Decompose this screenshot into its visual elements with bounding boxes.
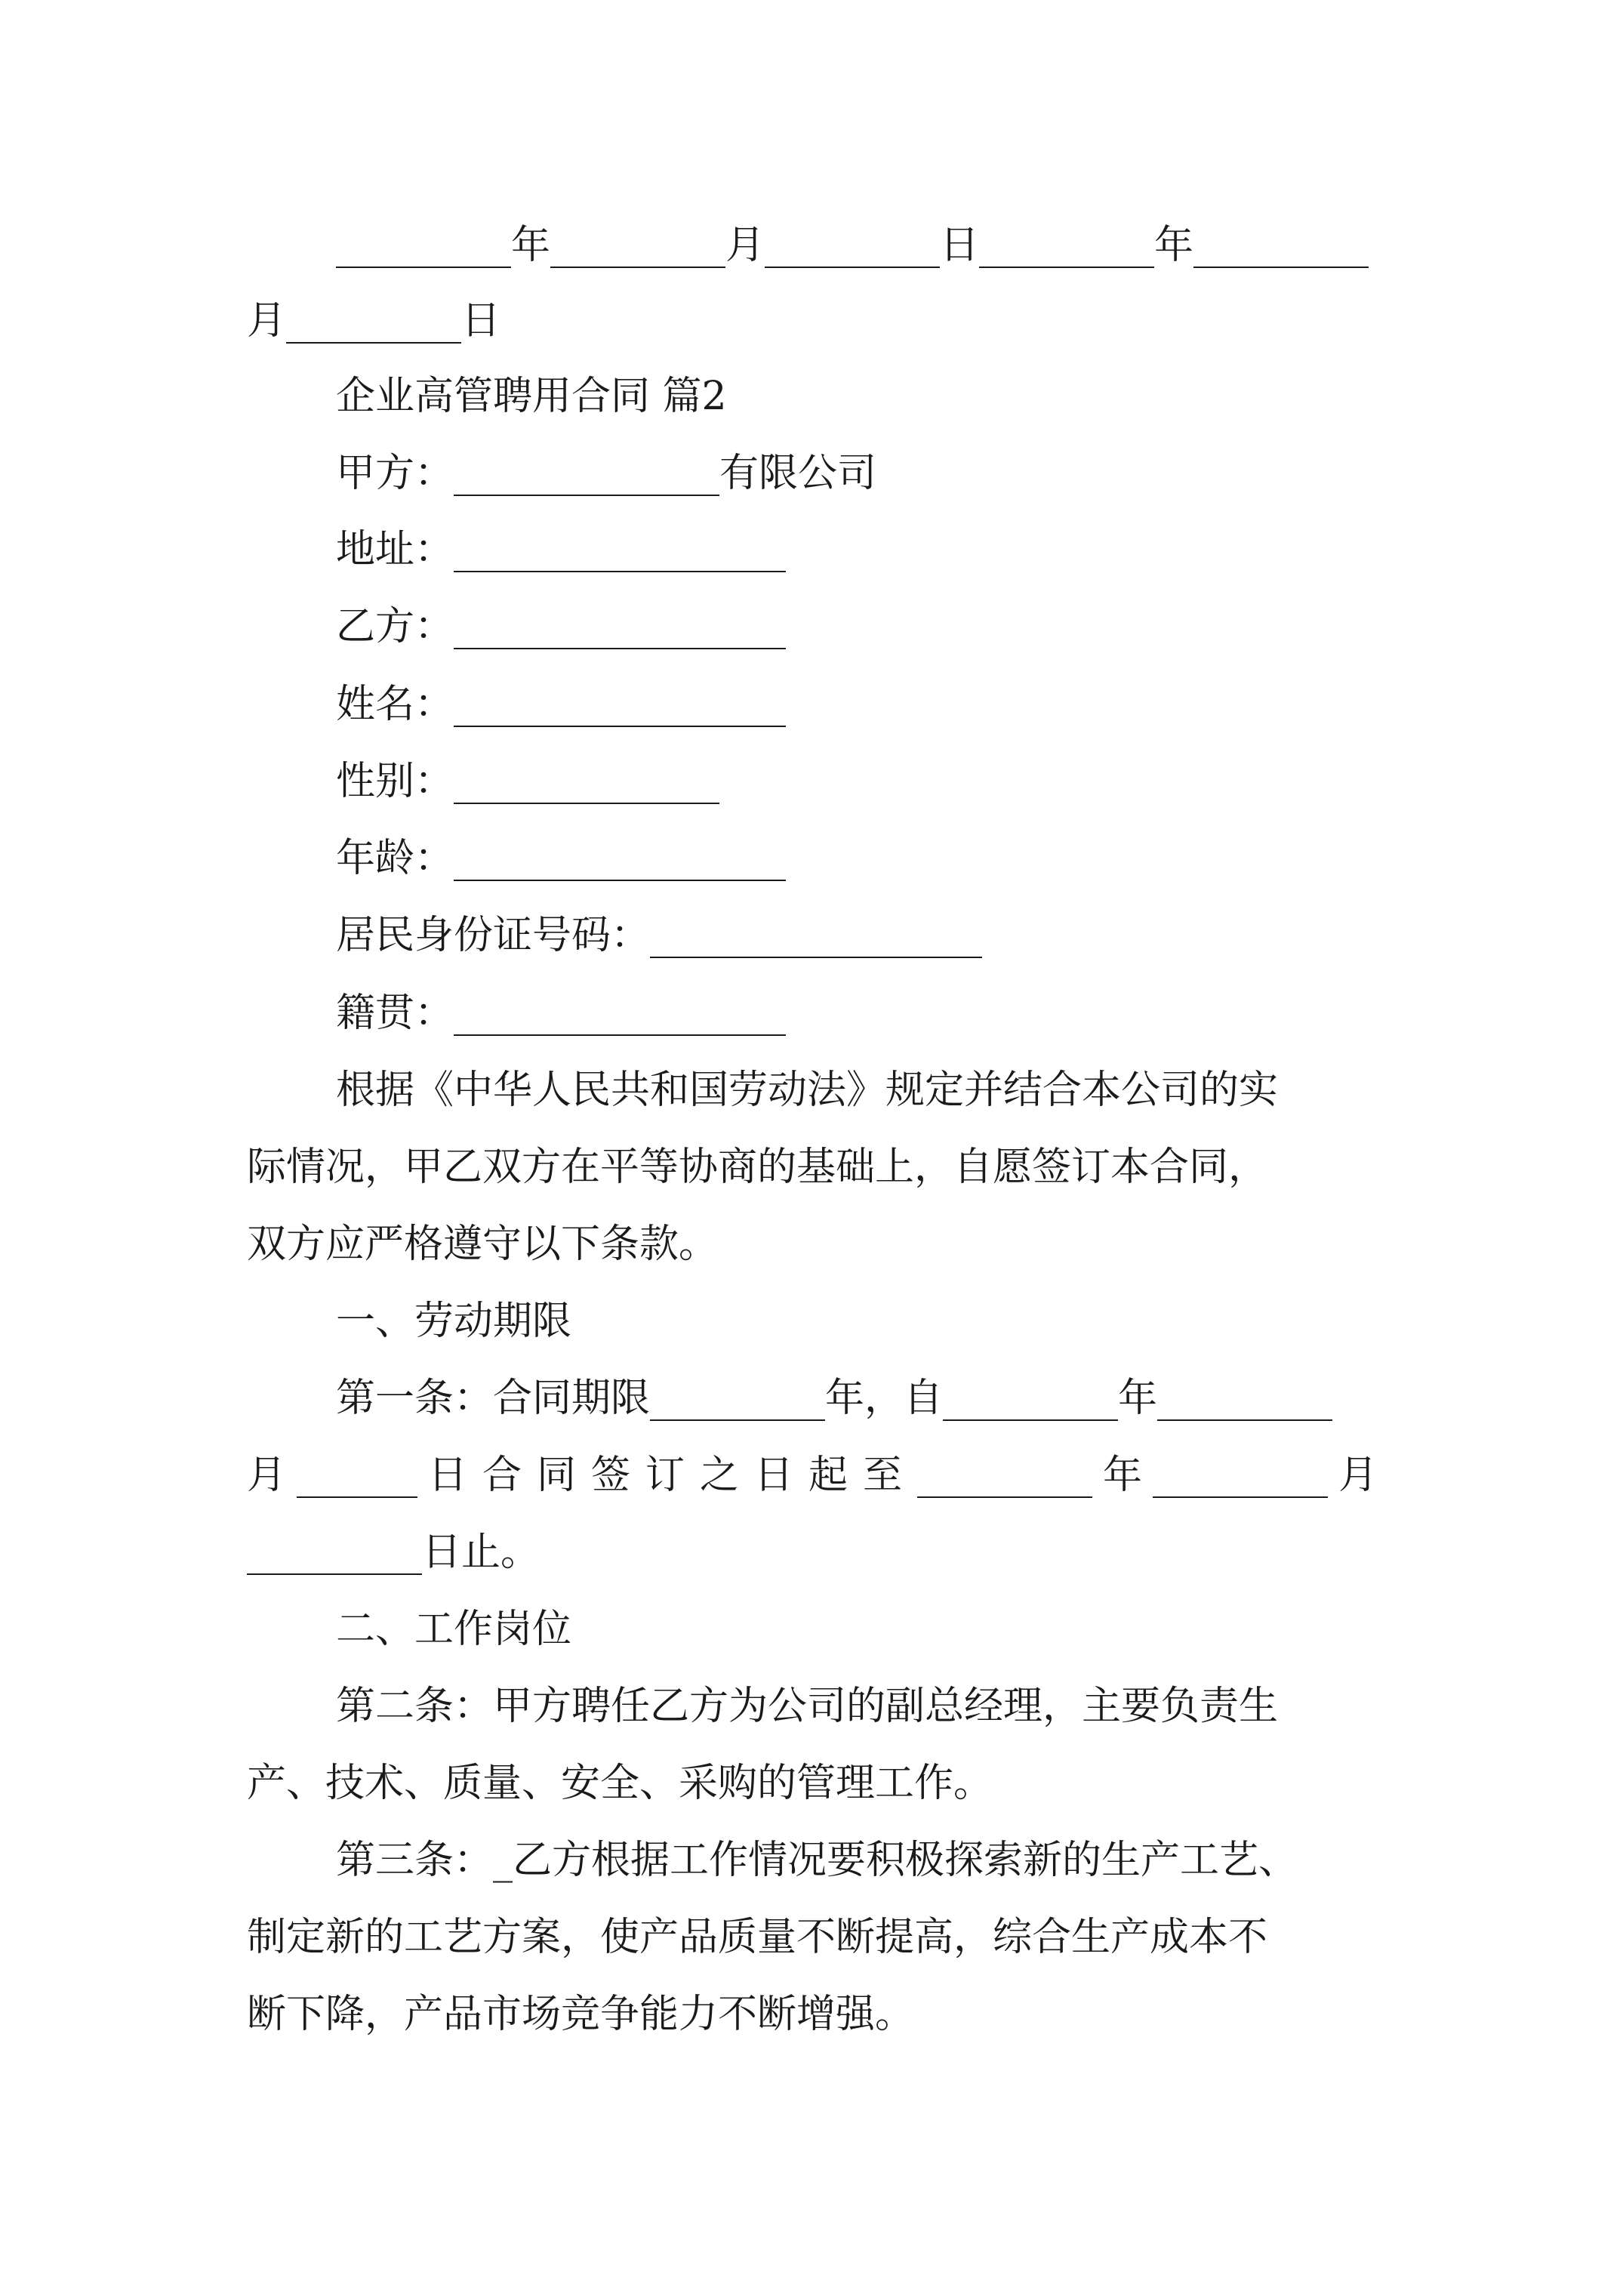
article-1-line-1: 第一条：合同期限 年，自 年 [247, 1368, 1483, 1428]
name-line: 姓名： [247, 674, 1483, 735]
blank [454, 836, 786, 881]
article-2-line-2: 产、技术、质量、安全、采购的管理工作。 [247, 1761, 993, 1806]
blank [454, 682, 786, 727]
blank [297, 1453, 417, 1498]
blank [454, 759, 719, 804]
blank [286, 298, 461, 344]
article-3-line-2: 制定新的工艺方案，使产品质量不断提高，综合生产成本不 [247, 1915, 1268, 1960]
blank [943, 1376, 1118, 1421]
article-1-line-3: 日止。 [247, 1522, 1394, 1583]
blank [336, 223, 511, 268]
gender-line: 性别： [247, 751, 1483, 812]
origin-line: 籍贯： [247, 983, 1483, 1043]
blank [979, 223, 1154, 268]
article-3-line-3: 断下降，产品市场竞争能力不断增强。 [247, 1992, 915, 2037]
blank [454, 527, 786, 572]
article-1-line-2: 月 日合同签订之日起至 年 月 [247, 1453, 1378, 1498]
id-number-line: 居民身份证号码： [247, 905, 1483, 966]
date-line-continued: 月 日 [247, 298, 501, 344]
blank [650, 913, 982, 958]
blank [917, 1453, 1092, 1498]
blank [1193, 223, 1369, 268]
blank [454, 451, 719, 496]
intro-line-1: 根据《中华人民共和国劳动法》规定并结合本公司的实 [336, 1068, 1279, 1113]
address-line: 地址： [247, 519, 1483, 580]
blank [247, 1530, 422, 1575]
blank [454, 991, 786, 1036]
date-line: 年 月 日 年 [247, 215, 1483, 276]
age-line: 年龄： [247, 828, 1483, 889]
article-2-line-1: 第二条：甲方聘任乙方为公司的副总经理，主要负责生 [336, 1684, 1279, 1729]
section-title: 企业高管聘用合同 篇2 [336, 374, 727, 419]
party-a-line: 甲方： 有限公司 [336, 451, 877, 496]
blank [650, 1376, 825, 1421]
blank [454, 604, 786, 649]
party-b-line: 乙方： [247, 596, 1483, 657]
blank [1153, 1453, 1328, 1498]
intro-line-2: 际情况，甲乙双方在平等协商的基础上，自愿签订本合同， [247, 1145, 1268, 1190]
section-heading-2: 二、工作岗位 [336, 1607, 572, 1652]
blank [550, 223, 725, 268]
intro-line-3: 双方应严格遵守以下条款。 [247, 1222, 719, 1267]
blank [765, 223, 940, 268]
blank [1157, 1376, 1332, 1421]
section-heading-1: 一、劳动期限 [336, 1299, 572, 1344]
article-3-line-1: 第三条：_乙方根据工作情况要积极探索新的生产工艺、 [336, 1838, 1298, 1883]
